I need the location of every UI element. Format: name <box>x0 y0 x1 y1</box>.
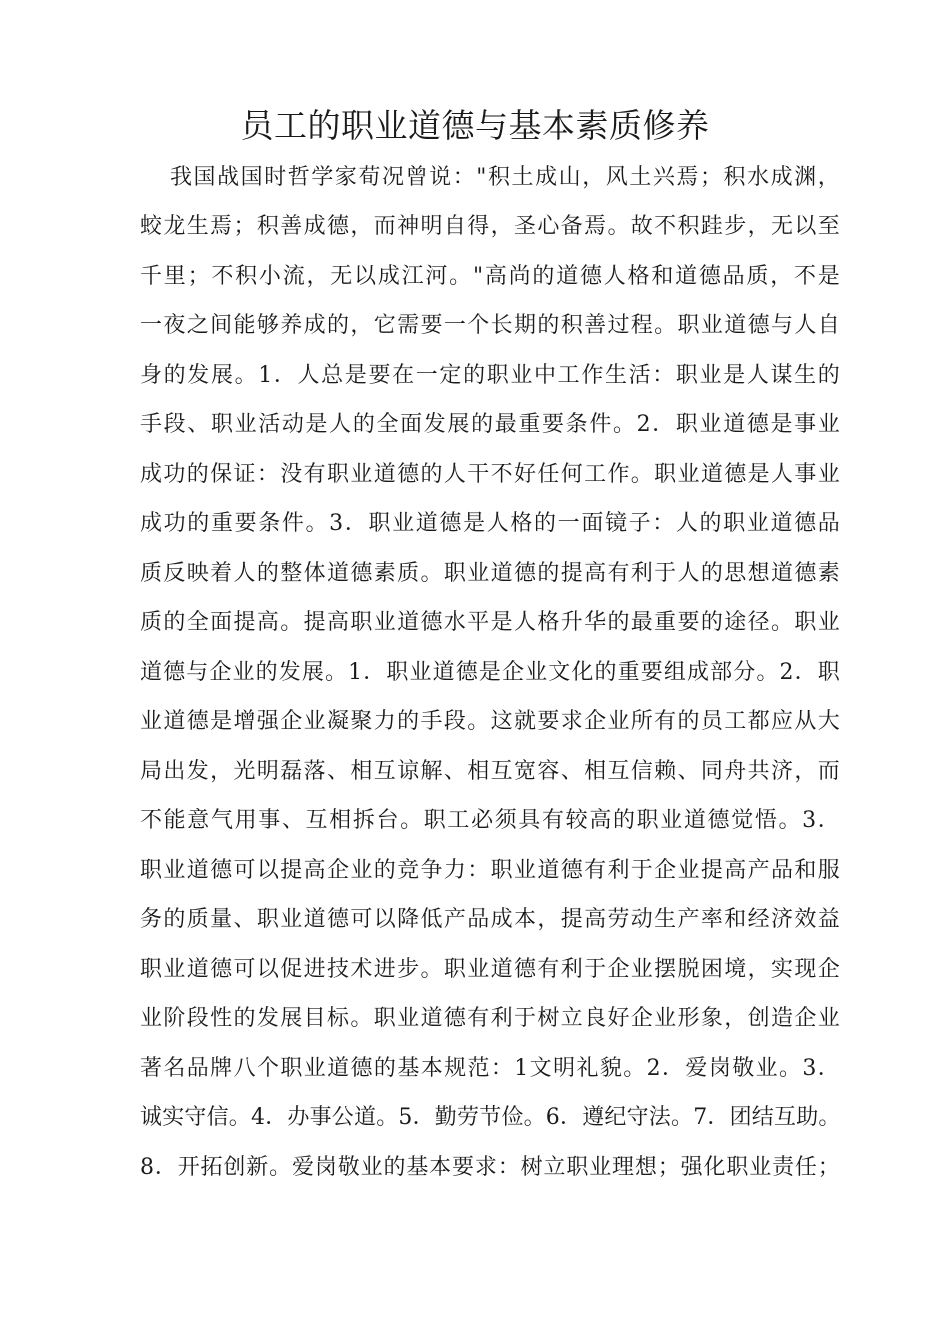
paragraph-line: 身的发展。1．人总是要在一定的职业中工作生活：职业是人谋生的 <box>140 363 840 388</box>
paragraph-line: 业道德是增强企业凝聚力的手段。这就要求企业所有的员工都应从大 <box>140 709 840 734</box>
paragraph-line: 不能意气用事、互相拆台。职工必须具有较高的职业道德觉悟。3． <box>140 808 840 833</box>
paragraph-line: 质反映着人的整体道德素质。职业道德的提高有利于人的思想道德素 <box>140 561 840 586</box>
paragraph-line: 我国战国时哲学家荀况曾说："积土成山，风土兴焉；积水成渊， <box>170 165 840 190</box>
paragraph-line: 成功的重要条件。3．职业道德是人格的一面镜子：人的职业道德品 <box>140 511 840 536</box>
paragraph-line: 质的全面提高。提高职业道德水平是人格升华的最重要的途径。职业 <box>140 610 840 635</box>
paragraph-line: 8．开拓创新。爱岗敬业的基本要求：树立职业理想；强化职业责任； <box>140 1155 840 1180</box>
paragraph-line: 道德与企业的发展。1．职业道德是企业文化的重要组成部分。2．职 <box>140 660 840 685</box>
paragraph-line: 成功的保证：没有职业道德的人干不好任何工作。职业道德是人事业 <box>140 462 840 487</box>
document-title: 员工的职业道德与基本素质修养 <box>240 106 710 145</box>
paragraph-line: 局出发，光明磊落、相互谅解、相互宽容、相互信赖、同舟共济，而 <box>140 759 840 784</box>
paragraph-line: 蛟龙生焉；积善成德，而神明自得，圣心备焉。故不积跬步，无以至 <box>140 214 840 239</box>
paragraph-line: 著名品牌八个职业道德的基本规范：1文明礼貌。2．爱岗敬业。3． <box>140 1056 840 1081</box>
paragraph-line: 千里；不积小流，无以成江河。"高尚的道德人格和道德品质，不是 <box>140 264 840 289</box>
paragraph-line: 职业道德可以促进技术进步。职业道德有利于企业摆脱困境，实现企 <box>140 957 840 982</box>
paragraph-line: 务的质量、职业道德可以降低产品成本，提高劳动生产率和经济效益 <box>140 907 840 932</box>
paragraph-line: 手段、职业活动是人的全面发展的最重要条件。2．职业道德是事业 <box>140 412 840 437</box>
paragraph-line: 一夜之间能够养成的，它需要一个长期的积善过程。职业道德与人自 <box>140 313 840 338</box>
paragraph-line: 职业道德可以提高企业的竞争力：职业道德有利于企业提高产品和服 <box>140 858 840 883</box>
paragraph-line: 诚实守信。4．办事公道。5．勤劳节俭。6．遵纪守法。7．团结互助。 <box>140 1105 841 1130</box>
paragraph-line: 业阶段性的发展目标。职业道德有利于树立良好企业形象，创造企业 <box>140 1006 840 1031</box>
